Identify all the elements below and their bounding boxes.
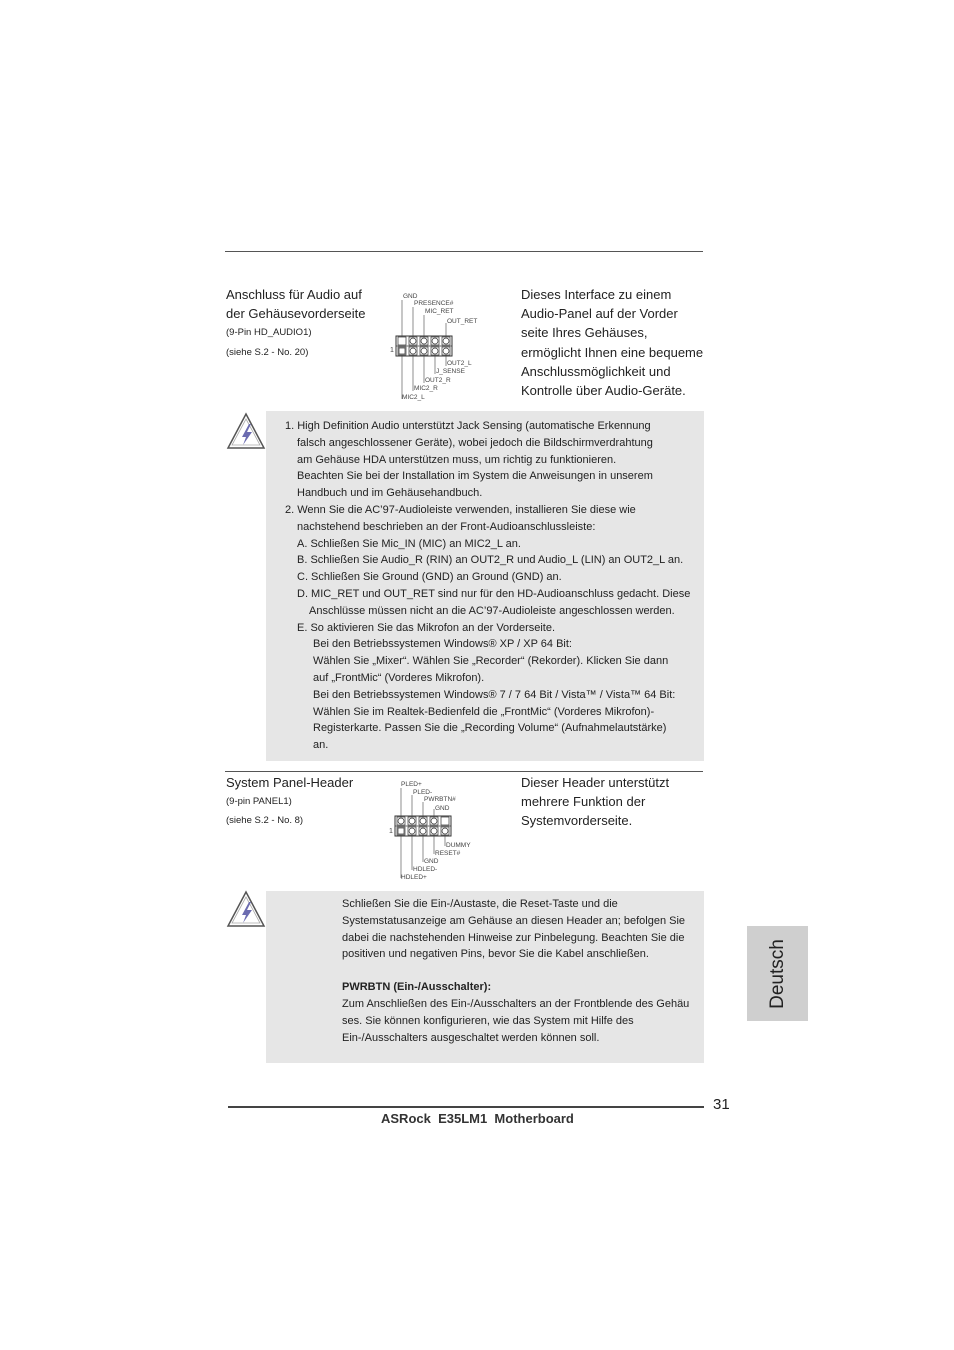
audio-title [226, 285, 365, 323]
language-tab-label: Deutsch [766, 938, 788, 1009]
audio-label-out2-r: OUT2_R [425, 377, 451, 384]
note-line: Wählen Sie „Mixer“. Wählen Sie „Recorder“ (Rekorder). Klicken Sie dann [313, 655, 669, 668]
footer-product: ASRock E35LM1 Motherboard [381, 1111, 574, 1126]
audio-pin-info: (9-Pin HD_AUDIO1) [226, 327, 312, 338]
note-line: dabei die nachstehenden Hinweise zur Pinbelegung. Beachten Sie die [342, 931, 685, 944]
panel-label-hdled-minus: HDLED- [413, 866, 438, 873]
panel-header-diagram [388, 778, 478, 883]
panel-label-dummy: DUMMY [446, 842, 471, 849]
panel-label-pled-plus: PLED+ [401, 781, 422, 788]
audio-label-out-ret: OUT_RET [447, 318, 478, 325]
audio-pin1-marker: 1 [390, 347, 394, 354]
note-line: Zum Anschließen des Ein-/Ausschalters an der Frontblende des Gehäu [342, 997, 690, 1010]
note-line: Schließen Sie die Ein-/Austaste, die Reset-Taste und die [342, 898, 618, 910]
panel-label-gnd-bottom: GND [424, 858, 439, 865]
audio-label-mic2-r: MIC2_R [414, 385, 438, 392]
audio-label-mic-ret: MIC_RET [425, 308, 454, 315]
panel-ref: (siehe S.2 - No. 8) [226, 815, 304, 826]
note-line: 2. Wenn Sie die AC’97-Audioleiste verwenden, installieren Sie diese wie [285, 503, 636, 516]
note-line: falsch angeschlossener Geräte), wobei jedoch die Bildschirmverdrahtung [297, 436, 653, 449]
panel-label-hdled-plus: HDLED+ [401, 874, 427, 881]
audio-label-gnd: GND [403, 293, 418, 300]
note-line: Beachten Sie bei der Installation im System die Anweisungen in unserem [297, 470, 653, 483]
panel-note-text [342, 896, 689, 1046]
panel-desc-line: mehrere Funktion der [521, 794, 646, 810]
audio-desc-line: Dieses Interface zu einem [521, 287, 672, 302]
section-rule [225, 771, 703, 772]
note-line: Registerkarte. Passen Sie die „Recording Volume“ (Aufnahmelautstärke) [313, 722, 667, 735]
audio-title-line1: Anschluss für Audio auf [226, 287, 362, 302]
note-line: am Gehäuse HDA unterstützen muss, um richtig zu funktionieren. [297, 453, 617, 466]
note-line: auf „FrontMic“ (Vorderes Mikrofon). [313, 671, 485, 684]
audio-label-j-sense: J_SENSE [436, 368, 465, 375]
note-line: Bei den Betriebssystemen Windows® 7 / 7 64 Bit / Vista™ / Vista™ 64 Bit: [313, 688, 676, 701]
audio-desc-line: seite Ihres Gehäuses, [521, 325, 648, 341]
note-line: Ein-/Ausschalters ausgeschaltet werden können soll. [342, 1031, 600, 1044]
panel-label-pled-minus: PLED- [413, 789, 433, 796]
panel-label-pwrbtn: PWRBTN# [424, 796, 456, 803]
panel-desc-line: Dieser Header unterstützt [521, 775, 670, 790]
audio-label-out2-l: OUT2_L [447, 360, 472, 367]
audio-desc-line: ermöglicht Ihnen eine bequeme [521, 344, 704, 360]
note-line: E. So aktivieren Sie das Mikrofon an der Vorderseite. [297, 621, 556, 634]
note-line: Systemstatusanzeige am Gehäuse an diesen Header an; befolgen Sie [342, 914, 686, 927]
panel-pin1-marker: 1 [389, 828, 393, 835]
note-line: Bei den Betriebssystemen Windows® XP / XP 64 Bit: [313, 638, 572, 651]
audio-title-line2: der Gehäusevorderseite [226, 306, 366, 321]
audio-header-diagram [388, 290, 488, 405]
footer-rule [228, 1106, 704, 1108]
audio-label-presence: PRESENCE# [414, 300, 454, 307]
page-number: 31 [713, 1096, 730, 1113]
panel-pin-info: (9-pin PANEL1) [226, 796, 292, 807]
language-tab [747, 926, 808, 1021]
audio-desc-line: Kontrolle über Audio-Geräte. [521, 383, 686, 399]
top-rule [225, 251, 703, 252]
note-line: positiven und negativen Pins, bevor Sie die Kabel anschließen. [342, 948, 649, 961]
note-line: Handbuch und im Gehäusehandbuch. [297, 487, 483, 500]
note-line: ses. Sie können konfigurieren, wie das System mit Hilfe des [342, 1014, 634, 1027]
audio-description [521, 285, 703, 400]
note-line: Anschlüsse müssen nicht an die AC’97-Audioleiste angeschlossen werden. [309, 604, 675, 617]
audio-desc-line: Anschlussmöglichkeit und [521, 363, 671, 379]
audio-desc-line: Audio-Panel auf der Vorder [521, 306, 678, 322]
pwrbtn-heading: PWRBTN (Ein-/Ausschalter): [342, 981, 492, 994]
panel-label-reset: RESET# [435, 850, 461, 857]
note-line: C. Schließen Sie Ground (GND) an Ground (GND) an. [297, 571, 562, 584]
panel-desc-line: Systemvorderseite. [521, 813, 633, 829]
panel-label-gnd-top: GND [435, 805, 450, 812]
audio-ref: (siehe S.2 - No. 20) [226, 347, 309, 358]
warning-icon [225, 410, 267, 452]
note-line: nachstehend beschrieben an der Front-Audioanschlussleiste: [297, 520, 596, 533]
panel-description [521, 773, 669, 831]
panel-title: System Panel-Header [226, 775, 354, 790]
note-line: A. Schließen Sie Mic_IN (MIC) an MIC2_L an. [297, 537, 521, 550]
note-line: Wählen Sie im Realtek-Bedienfeld die „FrontMic“ (Vorderes Mikrofon)- [313, 705, 655, 718]
audio-note-text [285, 418, 690, 754]
warning-icon [225, 888, 267, 930]
note-line: D. MIC_RET und OUT_RET sind nur für den HD-Audioanschluss gedacht. Diese [297, 587, 691, 600]
note-line: 1. High Definition Audio unterstützt Jack Sensing (automatische Erkennung [285, 420, 651, 432]
audio-label-mic2-l: MIC2_L [402, 394, 425, 401]
note-line: B. Schließen Sie Audio_R (RIN) an OUT2_R und Audio_L (LIN) an OUT2_L an. [297, 554, 684, 567]
note-line: an. [313, 739, 329, 752]
